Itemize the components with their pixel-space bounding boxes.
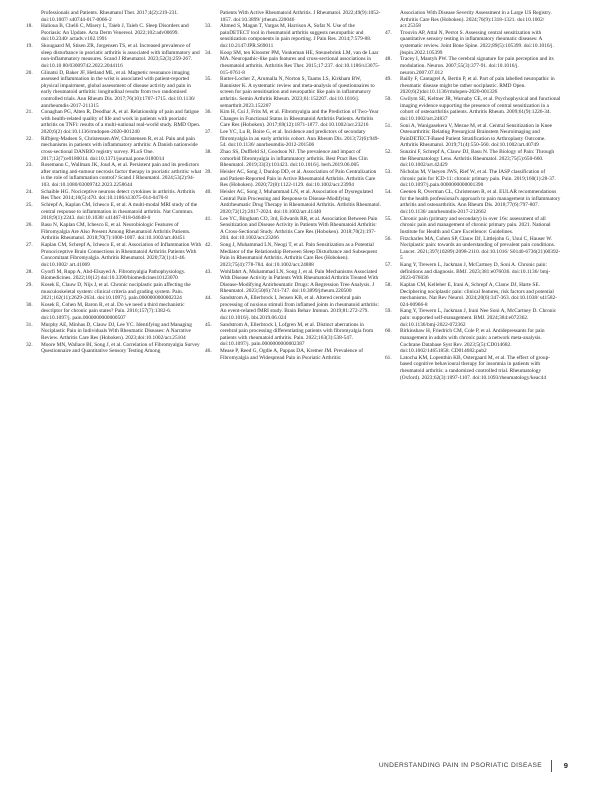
reference-number: 39. [205, 169, 212, 176]
reference-item [385, 189, 561, 215]
reference-number: 40. [205, 189, 212, 196]
reference-item [205, 269, 381, 295]
reference-number: 45. [205, 321, 212, 328]
reference-number: 47. [385, 29, 392, 36]
reference-item [385, 10, 561, 30]
reference-text: Fitzcharles MA, Cohen SP, Clauw DJ, Littlejohn G, Usui C, Hauser W. Nociplastic pain: towards an understanding of prevalent pain conditions. Lancet. 2021;397(10289):2098-2110. doi:10.1016/ S0140-6736(21)00392-5 [400, 235, 561, 262]
reference-item [26, 222, 202, 242]
reference-item [26, 342, 202, 355]
reference-number: 23. [26, 162, 33, 169]
reference-item [205, 23, 381, 49]
reference-number: 55. [385, 215, 392, 222]
reference-text: Zhao SS, Duffield SJ, Goodson NJ. The prevalence and impact of comorbid fibromyalgia in inflammatory arthritis. Best Pract Res Clin Rheumatol. 2019;33(3):101423. doi:10.1016/j. berh.2019.06.005 [220, 149, 368, 169]
reference-text: Kaplan CM, Kelleher E, Irani A, Schrepf A, Clauw DJ, Harte SE. Deciphering nociplastic pain: clinical features, risk factors and potential mechanisms. Nat Rev Neurol. 2024;20(6):347-363. doi:10.1038/ s41582-024-00966-8 [400, 281, 558, 308]
reference-item [385, 76, 561, 96]
reference-number: 56. [385, 235, 392, 242]
reference-text: Glinatsi D, Baker JF, Hetland ML, et al. Magnetic resonance imaging assessed inflammation in the wrist is associated with patient-reported physical impairment, global assessment of disease activity and pain in early rheumatoid arthritis: longitudinal results from two randomised controlled trials. Ann Rheum Dis. 2017;76(10):1707-1715. doi:10.1136/ annrheumdis-2017-211315 [41, 69, 196, 109]
reference-number: 28. [26, 268, 33, 275]
reference-number: 29. [26, 281, 33, 288]
reference-text: Sandstrom A, Ellerbrock I, Lofgren M, et al. Distinct aberrations in cerebral pain processing differentiating patients with fibromyalgia from patients with rheumatoid arthritis. Pain. 2022;163(3):538-547. doi:10.1097/j. pain.0000000000002387 [220, 321, 374, 348]
reference-number: 61. [385, 354, 392, 361]
reference-text: Professionals and Patients. Rheumatol Ther. 2017;4(2):219-231. doi:10.1007/ s40744-017-0066-2 [41, 10, 179, 23]
reference-item [26, 189, 202, 202]
reference-text: Ahmed S, Magan T, Vargas M, Harrison A, Sofat N. Use of the painDETECT tool in rheumatoid arthritis suggests neuropathic and sensitization components in pain reporting. J Pain Res. 2014;7:579-88. doi:10.2147/JPR.S69011 [220, 23, 372, 50]
reference-text: Mease P, Reed G, Ogdie A, Pappas DA, Kremer JM. Prevalence of Fibromyalgia and Widespread Pain in Psoriatic Arthritis: [220, 348, 364, 361]
reference-text: Geenen R, Overman CL, Christensen R, et al. EULAR recommendations for the health professional's approach to pain management in inflammatory arthritis and osteoarthritis. Ann Rheum Dis. 2018;77(6):797-807. doi:10.1136/ annrheumdis-2017-212662 [400, 189, 561, 215]
reference-text: Birkinshaw H, Friedrich CM, Cole P, et al. Antidepressants for pain management in adults with chronic pain: a network meta-analysis. Cochrane Database Syst Rev. 2023;5(5):CD014682. doi:10.1002/14651858. CD014682.pub2 [400, 328, 545, 355]
reference-text: Koop SM, ten Klooster PM, Vonkeman HE, Steunebrink LM, van de Laar MA. Neuropathic-like pain features and cross-sectional associations in rheumatoid arthritis. Arthritis Res Ther. 2015;17:237. doi:10.1186/s13075-015-0761-8 [220, 49, 380, 76]
reference-item [385, 30, 561, 56]
reference-number: 32. [26, 341, 33, 348]
reference-number: 57. [385, 262, 392, 269]
reference-item [205, 322, 381, 348]
reference-text: Soni A, Wanigasekera V, Mezue M, et al. Central Sensitization in Knee Osteoarthritis: Relating Presurgical Brainstem Neuroimaging and PainDETECT-Based Patient Stratification to Arthroplasty Outcome. Arthritis Rheumatol. 2019;71(4):550-560. doi:10.1002/art.40749 [400, 122, 552, 149]
reference-number: 37. [205, 129, 212, 136]
reference-item [26, 242, 202, 268]
reference-item [205, 242, 381, 268]
reference-number: 26. [26, 222, 33, 229]
reference-item [26, 202, 202, 222]
reference-number: 36. [205, 109, 212, 116]
reference-number: 52. [385, 149, 392, 156]
reference-column-1 [26, 10, 202, 355]
reference-text: Wohlfahrt A, Muhammad LN, Song J, et al. Pain Mechanisms Associated With Disease Activity in Patients With Rheumatoid Arthritis Treated With Disease-Modifying Antirheumatic Drugs: A Regression Tree Analysis. J Rheumatol. 2023;50(6):741-747. doi:10.3899/jrheum.220500 [220, 268, 379, 295]
reference-text: Kosek E, Cohen M, Baron R, et al. Do we need a third mechanistic descriptor for chronic pain states? Pain. 2016;157(7):1382-6. doi:10.1097/j. pain.0000000000000507 [41, 301, 185, 322]
reference-item [385, 262, 561, 282]
reference-item [26, 43, 202, 69]
reference-item [385, 328, 561, 354]
reference-text: Moore MN, Wallace BI, Song J, et al. Correlation of Fibromyalgia Survey Questionnaire and Quantitative Sensory Testing Among [41, 341, 200, 355]
reference-text: Rutter-Locher Z, Arumalla N, Norton S, Taams LS, Kirkham BW, Bannister K. A systematic review and meta-analysis of questionnaires to screen for pain sensitisation and neuropathic like pain in inflammatory arthritis. Semin Arthritis Rheum. 2023;61:152207. doi:10.1016/j. semarthrit.2023.152207 [220, 76, 375, 109]
reference-text: Patients With Active Rheumatoid Arthritis. J Rheumatol. 2022;49(9):1052-1057. doi:10.3899/ jrheum.220046 [220, 10, 381, 23]
reference-column-2 [205, 10, 381, 361]
reference-item [26, 302, 202, 322]
reference-item [205, 189, 381, 215]
reference-text: Heisler AC, Song J, Dunlop DD, et al. Association of Pain Centralization and Patient-Reported Pain in Active Rheumatoid Arthritis. Arthritis Care Res (Hoboken). 2020;72(8):1122-1129. doi:10.1002/acr.23994 [220, 169, 377, 189]
reference-item [205, 169, 381, 189]
reference-text: Song J, Muhammad LN, Neogi T, et al. Pain Sensitization as a Potential Mediator of the Relationship Between Sleep Disturbance and Subsequent Pain in Rheumatoid Arthritis. Arthritis Care Res (Hoboken). 2023;75(4):778-784. doi:10.1002/acr.24888 [220, 242, 378, 268]
footer-divider [551, 760, 552, 772]
reference-text: Halioua B, Chelli C, Misery L, Taieb J, Taieb C. Sleep Disorders and Psoriasis: An Update. Acta Derm Venereol. 2022;102:adv00699. doi:10.2340/ actadv.v102.1991 [41, 23, 189, 43]
reference-number: 27. [26, 242, 33, 249]
reference-item [205, 295, 381, 321]
reference-number: 33. [205, 23, 212, 30]
reference-number: 43. [205, 268, 212, 275]
reference-item [205, 109, 381, 129]
reference-number: 34. [205, 49, 212, 56]
reference-item [385, 56, 561, 76]
reference-text: Lee YC, Bingham CO, 3rd, Edwards RR, et al. Association Between Pain Sensitization and Disease Activity in Patients With Rheumatoid Arthritis: A Cross-Sectional Study. Arthritis Care Res (Hoboken). 2018;70(2):197-204. doi:10.1002/acr.23266 [220, 215, 378, 242]
reference-text: Skougaard M, Stisen ZR, Jorgensen TS, et al. Increased prevalence of sleep disturbance in psoriatic arthritis is associated with inflammatory and non-inflammatory measures. Scand J Rheumatol. 2023;52(3):259-267. doi:10.10 80/03009742.2022.2044116 [41, 43, 200, 69]
reference-column-3 [385, 10, 561, 381]
reference-text: Basu N, Kaplan CM, Ichesco E, et al. Neurobiologic Features of Fibromyalgia Are Also Present Among Rheumatoid Arthritis Patients. Arthritis Rheumatol. 2018;70(7):1000-1007. doi:10.1002/art.40451 [41, 222, 191, 242]
reference-text: Kosek E, Clauw D, Nijs J, et al. Chronic nociplastic pain affecting the musculoskeletal system: clinical criteria and grading system. Pain. 2021;162(11):2629-2634. doi:10.1097/j. pain.0000000000002324 [41, 281, 191, 302]
reference-item [385, 355, 561, 381]
reference-number: 59. [385, 308, 392, 315]
reference-text: Heisler AC, Song J, Muhammad LN, et al. Association of Dysregulated Central Pain Processing and Response to Disease-Modifying Antirheumatic Drug Therapy in Rheumatoid Arthritis. Arthritis Rheumatol. 2020;72(12):2017-2024. doi:10.1002/art.41440 [220, 189, 381, 215]
reference-number: 41. [205, 215, 212, 222]
reference-item [385, 96, 561, 122]
reference-text: Schaible HG. Nociceptive neurons detect cytokines in arthritis. Arthritis Res Ther. 2014;16(5):470. doi:10.1186/s13075-014-0470-8 [41, 188, 196, 202]
reference-number: 42. [205, 242, 212, 249]
reference-text: Rosemann C, Wallman JK, Joud A, et al. Persistent pain and its predictors after starting anti-tumour necrosis factor therapy in psoriatic arthritis: what is the role of inflammation control? Scand J Rheumatol. 2024;53(2):94-103. doi:10.1080/03009742.2023.2258644 [41, 162, 202, 188]
reference-text: Rifbjerg-Madsen S, Christensen AW, Christensen R, et al. Pain and pain mechanisms in patients with inflammatory arthritis: A Danish nationwide cross-sectional DANBIO registry survey. PLoS One. 2017;12(7):e0180014. doi:10.1371/journal.pone.0180014 [41, 135, 198, 162]
reference-text: Nicholas M, Vlaeyen JWS, Rief W, et al. The IASP classification of chronic pain for ICD-11: chronic primary pain. Pain. 2019;160(1):28-37. doi:10.1097/j.pain.0000000000001390 [400, 169, 556, 189]
reference-text: Chronic pain (primary and secondary) in over 16s: assessment of all chronic pain and management of chronic primary pain. 2021. National Institute for Health and Care Excellence: Guidelines. [400, 215, 551, 235]
reference-item [26, 109, 202, 135]
reference-item [205, 129, 381, 149]
reference-text: Latocha KM, Lopenthin KB, Ostergaard M, et al. The effect of group-based cognitive behavioural therapy for insomnia in patients with rheumatoid arthritis: a randomized controlled trial. Rheumatology (Oxford). 2023;62(3):1097-1107. doi:10.1093/rheumatology/keac44 [400, 354, 551, 381]
running-title: UNDERSTANDING PAIN IN PSORIATIC DISEASE [378, 762, 542, 769]
reference-item [205, 216, 381, 242]
reference-number: 44. [205, 295, 212, 302]
reference-text: Sandstrom A, Ellerbrock I, Jensen KB, et al. Altered cerebral pain processing of noxious stimuli from inflamed joints in rheumatoid arthritis: An event-related fMRI study. Brain Behav Immun. 2019;81:272-279. doi:10.1016/j. bbi.2019.06.024 [220, 295, 379, 321]
reference-item [26, 70, 202, 109]
reference-number: 20. [26, 69, 33, 76]
reference-item [385, 282, 561, 308]
reference-text: Tracey I, Mantyh PW. The cerebral signature for pain perception and its modulation. Neuron. 2007;55(3):377-91. doi:10.1016/j. neuron.2007.07.012 [400, 56, 554, 76]
reference-item [385, 216, 561, 236]
reference-number: 50. [385, 96, 392, 103]
reference-number: 24. [26, 188, 33, 195]
reference-item [385, 308, 561, 328]
reference-item [26, 269, 202, 282]
reference-text: Trouvin AP, Attal N, Perrot S. Assessing central sensitization with quantitative sensory testing in inflammatory rheumatic diseases: A systematic review. Joint Bone Spine. 2022;89(5):105399. doi:10.1016/j. jbspin.2022.105399 [400, 29, 554, 56]
reference-text: Kim H, Cui J, Frits M, et al. Fibromyalgia and the Prediction of Two-Year Changes in Functional Status in Rheumatoid Arthritis Patients. Arthritis Care Res (Hoboken). 2017;69(12):1871-1877. doi:10.1002/acr.23216 [220, 109, 379, 129]
reference-number: 46. [205, 348, 212, 355]
reference-text: Kaplan CM, Schrepf A, Ichesco E, et al. Association of Inflammation With Pronociceptive Brain Connections in Rheumatoid Arthritis Patients With Concomitant Fibromyalgia. Arthritis Rheumatol. 2020;72(1):41-46. doi:10.1002/ art.41069 [41, 242, 202, 268]
reference-text: Association With Disease Severity Assessment in a Large US Registry. Arthritis Care Res (Hoboken). 2024;76(9):1318-1321. doi:10.1002/ acr.25358 [400, 10, 552, 30]
reference-item [205, 50, 381, 76]
reference-number: 19. [26, 43, 33, 50]
reference-item [26, 10, 202, 23]
reference-item [205, 149, 381, 169]
reference-item [26, 136, 202, 162]
reference-item [205, 76, 381, 109]
reference-number: 54. [385, 189, 392, 196]
reference-number: 49. [385, 76, 392, 83]
page-number: 9 [563, 761, 568, 770]
reference-text: Conaghan PG, Alten R, Deodhar A, et al. Relationship of pain and fatigue with health-related quality of life and work in patients with psoriatic arthritis on TNFi: results of a multi-national real-world study. RMD Open. 2020;6(2) doi:10.1136/rmdopen-2020-001240 [41, 109, 201, 136]
reference-text: Bailly F, Cantagrel A, Bertin P, et al. Part of pain labelled neuropathic in rheumatic disease might be rather nociplastic. RMD Open. 2020;6(2)doi:10.1136/rmdopen-2020-001326 [400, 76, 555, 96]
reference-number: 35. [205, 76, 212, 83]
reference-item [385, 149, 561, 169]
reference-item [205, 348, 381, 361]
reference-number: 58. [385, 281, 392, 288]
reference-text: Kang Y, Trewern L, Jackman J, McCartney D, Soni A. Chronic pain: definitions and diagnosis. BMJ. 2023;381:e076036. doi:10.1136/ bmj-2023-076036 [400, 262, 551, 282]
page-footer [0, 760, 590, 774]
reference-item [385, 236, 561, 262]
reference-number: 25. [26, 202, 33, 209]
reference-number: 22. [26, 135, 33, 142]
reference-text: Murphy AE, Minhas D, Clauw DJ, Lee YC. Identifying and Managing Nociplastic Pain in Individuals With Rheumatic Diseases: A Narrative Review. Arthritis Care Res (Hoboken). 2023;doi:10.1002/acr.25104 [41, 321, 192, 341]
reference-item [26, 162, 202, 188]
reference-number: 18. [26, 23, 33, 30]
reference-number: 30. [26, 301, 33, 308]
reference-item [205, 10, 381, 23]
reference-text: Lee YC, Lu B, Boire G, et al. Incidence and predictors of secondary fibromyalgia in an early arthritis cohort. Ann Rheum Dis. 2013;72(6):949-54. doi:10.1136/ annrheumdis-2012-201506 [220, 129, 380, 149]
reference-item [26, 282, 202, 302]
reference-number: 31. [26, 321, 33, 328]
reference-text: Sunzini F, Schrepf A, Clauw DJ, Basu N. The Biology of Pain: Through the Rheumatology Lens. Arthritis Rheumatol. 2023;75(5):650-660. doi:10.1002/art.42429 [400, 149, 555, 169]
reference-text: Gyorfi M, Rupp A, Abd-Elsayed A. Fibromyalgia Pathophysiology. Biomedicines. 2022;10(12) doi:10.3390/biomedicines10123070 [41, 268, 186, 282]
reference-text: Kang Y, Trewern L, Jackman J, Irani Nee Soni A, McCartney D. Chronic pain: supported self-management. BMJ. 2024;384:e072362. doi:10.1136/bmj-2022-072362 [400, 308, 557, 328]
reference-number: 51. [385, 122, 392, 129]
reference-number: 38. [205, 149, 212, 156]
reference-text: Gwilym SE, Keltner JR, Warnaby CE, et al. Psychophysical and functional imaging evidence supporting the presence of central sensitization in a cohort of osteoarthritis patients. Arthritis Rheum. 2009;61(9):1226-34. doi:10.1002/art.24837 [400, 96, 561, 122]
reference-number: 48. [385, 56, 392, 63]
reference-item [26, 322, 202, 342]
reference-number: 21. [26, 109, 33, 116]
reference-number: 60. [385, 328, 392, 335]
reference-text: Schrepf A, Kaplan CM, Ichesco E, et al. A multi-modal MRI study of the central response to inflammation in rheumatoid arthritis. Nat Commun. 2018;9(1):2243. doi:10.1038/ s41467-018-04648-0 [41, 202, 198, 222]
reference-item [26, 23, 202, 43]
reference-item [385, 123, 561, 149]
reference-item [385, 169, 561, 189]
reference-number: 53. [385, 169, 392, 176]
